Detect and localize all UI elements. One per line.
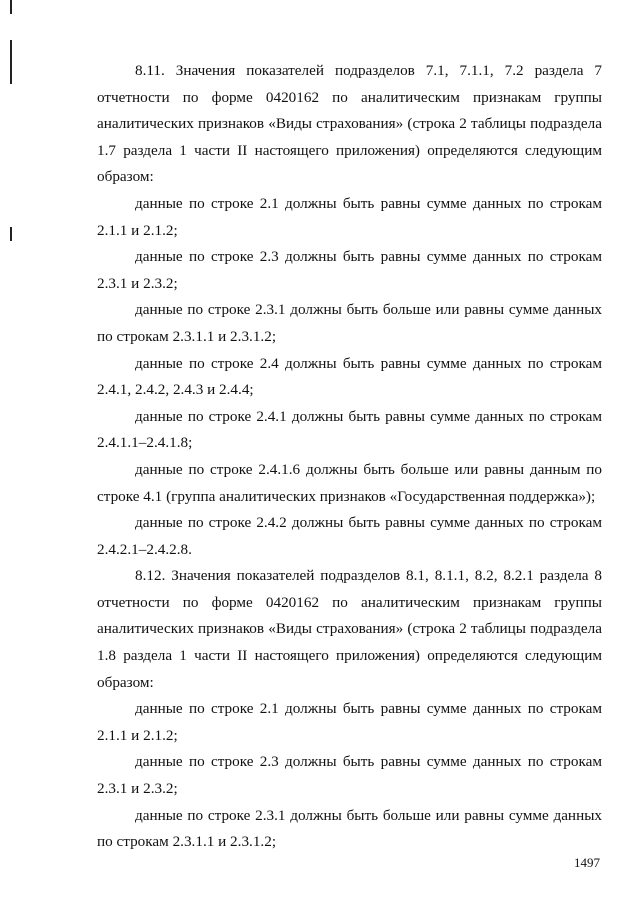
scan-margin-mark [10, 40, 12, 84]
rule-paragraph: данные по строке 2.3.1 должны быть больше или равны сумме данных по строкам 2.3.1.1 и 2.3.1.2; [97, 806, 602, 851]
document-body [97, 58, 602, 856]
rule-paragraph: данные по строке 2.1 должны быть равны сумме данных по строкам 2.1.1 и 2.1.2; [97, 194, 602, 239]
page-number: 1497 [574, 855, 600, 870]
rule-paragraph: данные по строке 2.4.2 должны быть равны сумме данных по строкам 2.4.2.1–2.4.2.8. [97, 514, 602, 558]
section-8-11-intro: 8.11. Значения показателей подразделов 7.1, 7.1.1, 7.2 раздела 7 отчетности по форме 0420162 по аналитическим признакам группы аналитических признаков «Виды страхования» (строка 2 таблицы подраздела 1.7 раздела 1 части II настоящего приложения) определяются следующим образом: [97, 62, 602, 186]
scan-margin-mark [10, 0, 12, 14]
scan-margin-mark [10, 227, 12, 241]
section-8-12-intro: 8.12. Значения показателей подразделов 8.1, 8.1.1, 8.2, 8.2.1 раздела 8 отчетности по форме 0420162 по аналитическим признакам группы аналитических признаков «Виды страхования» (строка 2 таблицы подраздела 1.8 раздела 1 части II настоящего приложения) определяются следующим образом: [97, 567, 602, 691]
rule-paragraph: данные по строке 2.1 должны быть равны сумме данных по строкам 2.1.1 и 2.1.2; [97, 700, 602, 744]
rule-paragraph: данные по строке 2.4 должны быть равны сумме данных по строкам 2.4.1, 2.4.2, 2.4.3 и 2.4.4; [97, 354, 602, 399]
rule-paragraph: данные по строке 2.4.1.6 должны быть больше или равны данным по строке 4.1 (группа аналитических признаков «Государственная поддержка»); [97, 460, 602, 505]
rule-paragraph: данные по строке 2.4.1 должны быть равны сумме данных по строкам 2.4.1.1–2.4.1.8; [97, 407, 602, 452]
rule-paragraph: данные по строке 2.3 должны быть равны сумме данных по строкам 2.3.1 и 2.3.2; [97, 248, 602, 292]
rule-paragraph: данные по строке 2.3.1 должны быть больше или равны сумме данных по строкам 2.3.1.1 и 2.3.1.2; [97, 301, 602, 345]
rule-paragraph: данные по строке 2.3 должны быть равны сумме данных по строкам 2.3.1 и 2.3.2; [97, 753, 602, 798]
